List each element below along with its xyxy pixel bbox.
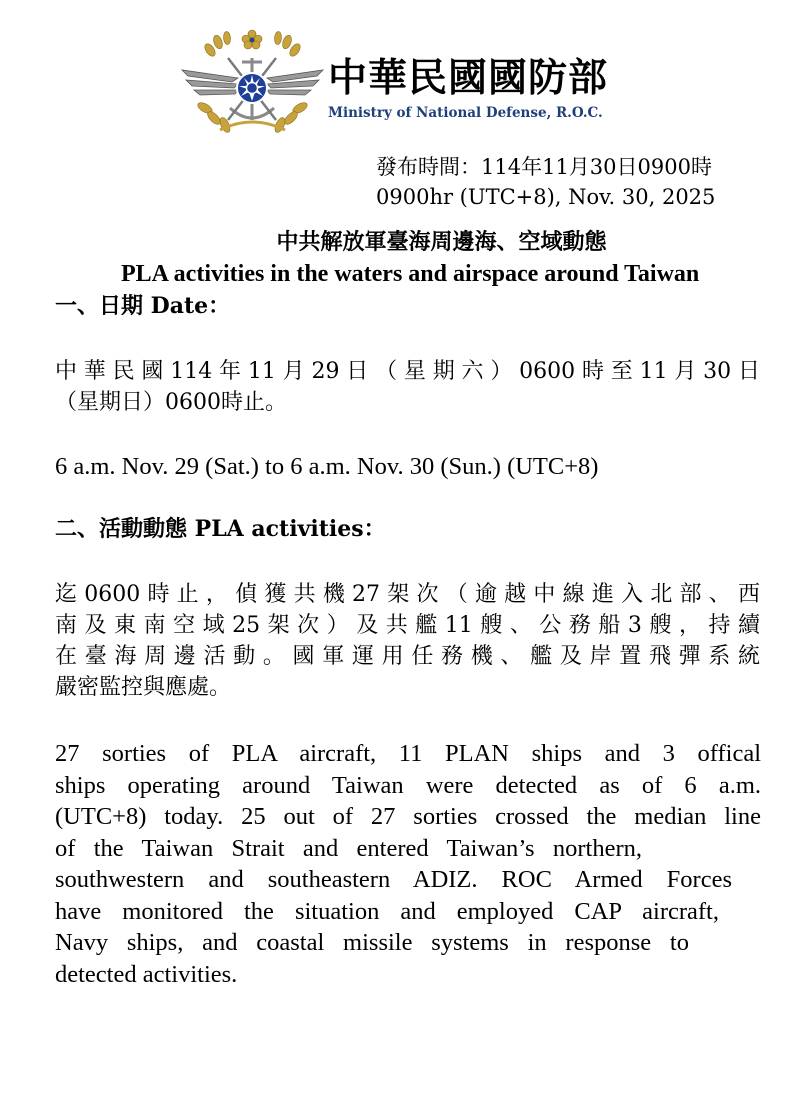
publication-time-en: 0900hr (UTC+8), Nov. 30, 2025 bbox=[376, 185, 716, 209]
section-activities-en-line: 27 sorties of PLA aircraft, 11 PLAN ships and 3 offical bbox=[55, 740, 761, 767]
title-zh: 中共解放軍臺海周邊海、空域動態 bbox=[276, 229, 607, 255]
section-activities-en-line: Navy ships, and coastal missile systems in response to bbox=[55, 929, 689, 956]
ministry-emblem-icon bbox=[180, 28, 325, 136]
publication-time-zh: 發布時間：114年11月30日0900時 bbox=[376, 155, 712, 179]
section-activities-en bbox=[55, 738, 761, 990]
section-activities-en-line: ships operating around Taiwan were detected as of 6 a.m. bbox=[55, 771, 761, 799]
section-date-heading: 一、日期 Date： bbox=[55, 293, 231, 319]
org-name-zh: 中華民國國防部 bbox=[328, 56, 609, 101]
section-date-zh-line: （星期日）0600時止。 bbox=[55, 390, 287, 415]
section-activities-zh-line: 南及東南空域25架次）及共艦11艘、公務船3艘，持續 bbox=[55, 613, 760, 638]
section-activities-en-line: (UTC+8) today. 25 out of 27 sorties crossed the median line bbox=[55, 803, 761, 830]
section-date-zh-line: 中華民國114年11月29日（星期六）0600時至11月30日 bbox=[55, 359, 760, 384]
section-activities-en-line: of the Taiwan Strait and entered Taiwan’s northern, bbox=[55, 834, 642, 862]
org-name-en: Ministry of National Defense, R.O.C. bbox=[328, 105, 603, 121]
section-date-zh bbox=[55, 356, 760, 418]
publication-time bbox=[376, 152, 715, 212]
section-activities-en-line: have monitored the situation and employed CAP aircraft, bbox=[55, 897, 719, 925]
section-activities-heading: 二、活動動態 PLA activities： bbox=[55, 516, 386, 542]
section-activities-zh-line: 在臺海周邊活動。國軍運用任務機、艦及岸置飛彈系統 bbox=[55, 644, 760, 669]
section-date-en: 6 a.m. Nov. 29 (Sat.) to 6 a.m. Nov. 30 (Sun.) (UTC+8) bbox=[55, 453, 599, 480]
section-activities-en-line: southwestern and southeastern ADIZ. ROC Armed Forces bbox=[55, 866, 732, 893]
section-activities-en-line: detected activities. bbox=[55, 960, 238, 988]
section-activities-zh bbox=[55, 579, 760, 703]
section-activities-zh-line: 嚴密監控與應處。 bbox=[55, 675, 232, 700]
title-en: PLA activities in the waters and airspace around Taiwan bbox=[121, 261, 700, 287]
section-activities-zh-line: 迄0600時止，偵獲共機27架次（逾越中線進入北部、西 bbox=[55, 582, 760, 607]
